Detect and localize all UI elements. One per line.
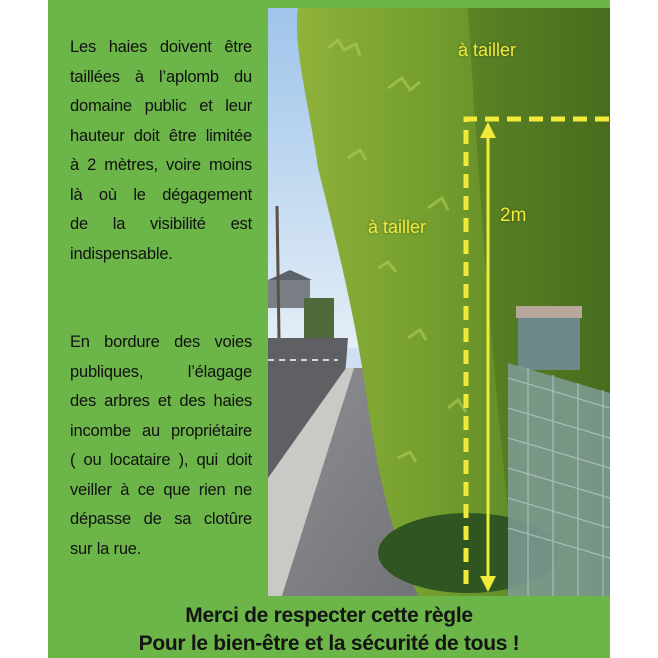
distant-house xyxy=(268,280,310,308)
text-line: hauteur doit être limitée xyxy=(70,126,252,145)
text-line: domaine public et leur xyxy=(70,97,252,115)
text-line: indispensable. xyxy=(70,244,173,263)
distant-trees xyxy=(304,298,334,338)
text-line: des arbres et des haies xyxy=(70,392,252,410)
text-line: Les haies doivent être xyxy=(70,38,252,56)
mailbox-top xyxy=(516,306,582,318)
paragraph-hedge-height xyxy=(70,33,252,269)
mailbox xyxy=(518,314,580,370)
text-line: ( ou locataire ), qui doit xyxy=(70,451,252,469)
text-line: dépasse de sa clotûre xyxy=(70,510,252,528)
text-line: incombe au propriétaire xyxy=(70,421,252,440)
utility-pole xyxy=(277,206,279,338)
hedge-photo xyxy=(268,8,610,596)
text-line: veiller à ce que rien ne xyxy=(70,480,252,499)
text-line: de la visibilité est xyxy=(70,215,252,233)
label-trim-top: à tailler xyxy=(458,40,517,60)
text-line: à 2 mètres, voire moins xyxy=(70,156,252,174)
text-line: En bordure des voies xyxy=(70,333,252,351)
hedge-photo-illustration xyxy=(268,8,610,596)
text-line: sur la rue. xyxy=(70,539,142,558)
label-height-2m: 2m xyxy=(500,205,527,226)
footer-line-2: Pour le bien-être et la sécurité de tous ! xyxy=(138,632,520,655)
text-line: là où le dégagement xyxy=(70,185,252,204)
paragraph-owner-duty xyxy=(70,328,252,564)
wire-fence xyxy=(508,363,610,596)
text-line: publiques, l’élagage xyxy=(70,362,252,381)
label-trim-side: à tailler xyxy=(368,217,427,237)
footer-line-1: Merci de respecter cette règle xyxy=(185,604,473,627)
text-line: taillées à l’aplomb du xyxy=(70,67,252,86)
